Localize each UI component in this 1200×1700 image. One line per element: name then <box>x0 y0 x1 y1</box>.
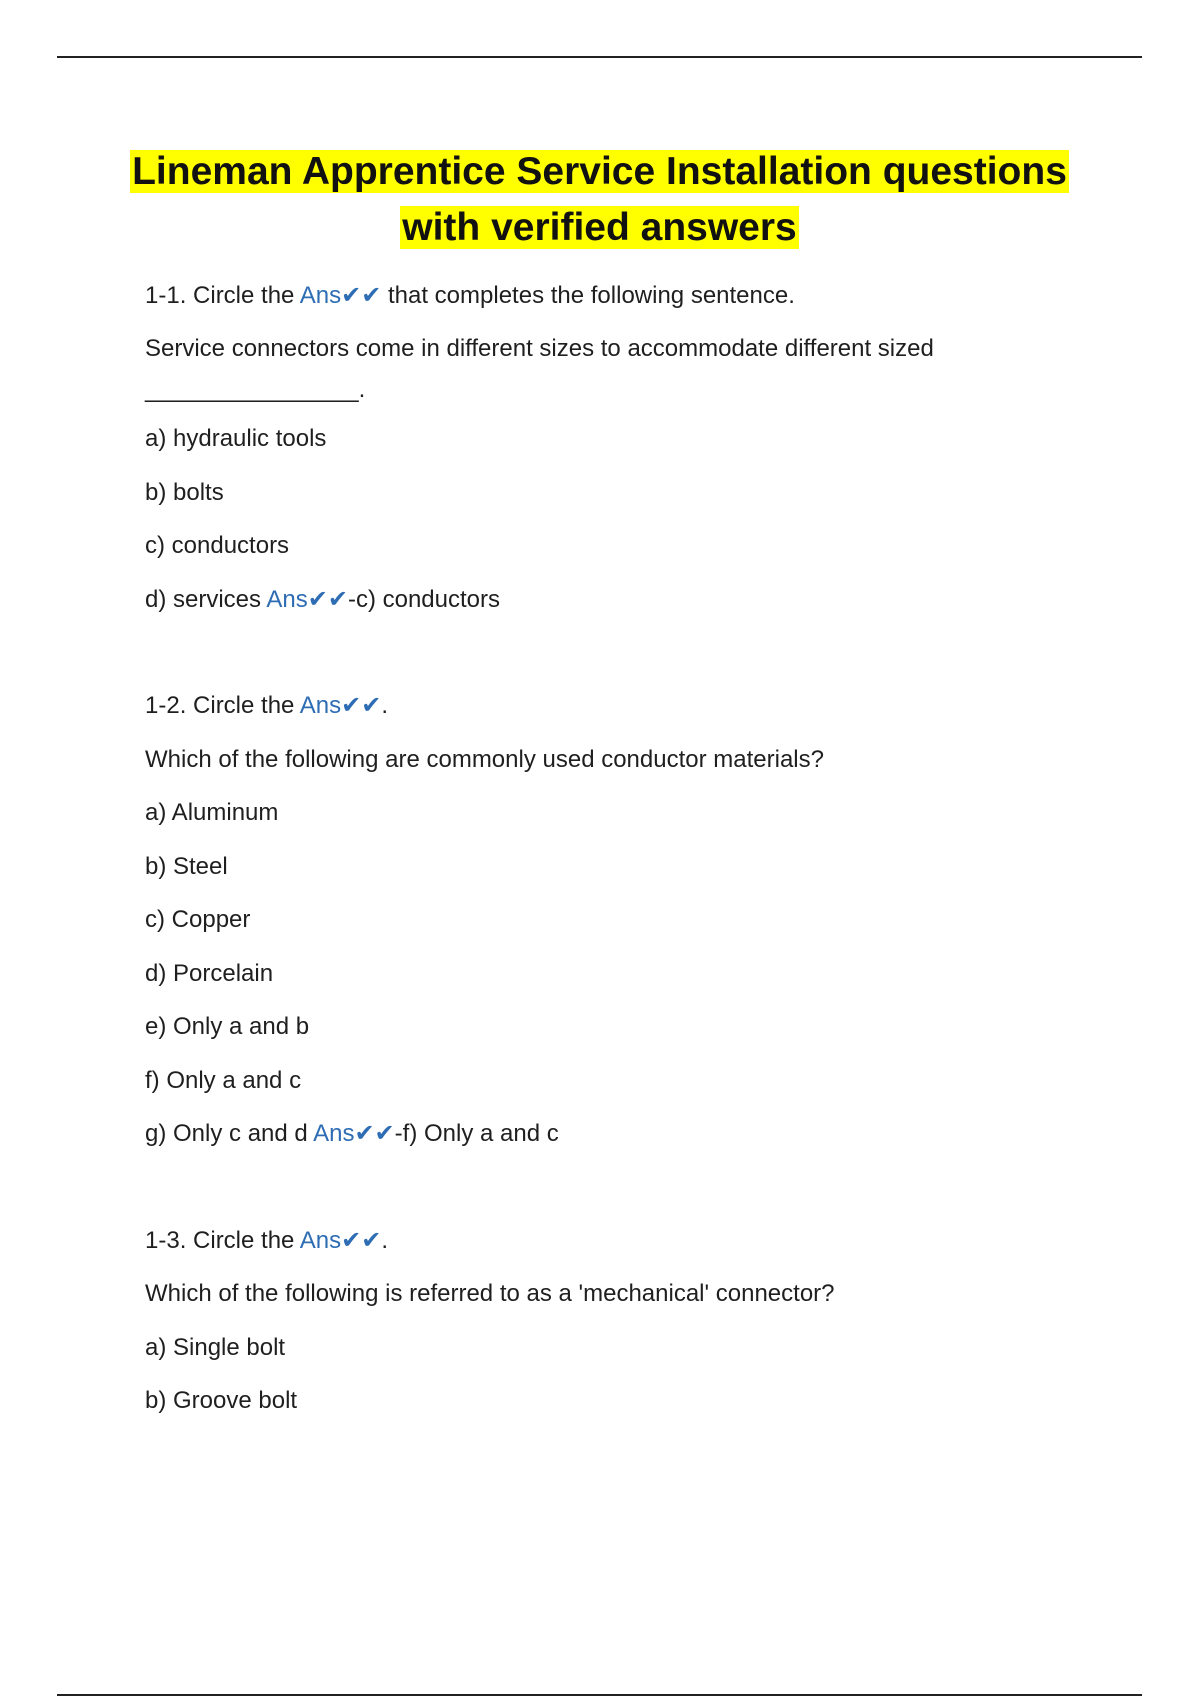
question-1-answer: -c) conductors <box>347 586 501 613</box>
question-2-answer: -f) Only a and c <box>394 1120 559 1147</box>
header-rule <box>57 56 1142 58</box>
title-line-1: Lineman Apprentice Service Installation questions <box>132 150 1067 193</box>
question-2-prompt: 1-2. Circle the Ans✔✔. <box>145 692 388 719</box>
question-2-option-g: g) Only c and d Ans✔✔-f) Only a and c <box>145 1120 559 1147</box>
document-title <box>57 144 1142 256</box>
question-2-option-f: f) Only a and c <box>145 1067 302 1094</box>
question-2-option-d: d) Porcelain <box>145 960 274 987</box>
answer-marker: Ans✔✔ <box>299 692 382 719</box>
question-1-option-c: c) conductors <box>145 532 290 559</box>
question-1-blank: ________________. <box>145 376 366 403</box>
footer-rule <box>57 1694 1142 1696</box>
question-2-option-b: b) Steel <box>145 853 228 880</box>
question-2-text: Which of the following are commonly used conductor materials? <box>145 746 824 773</box>
answer-marker: Ans✔✔ <box>299 1227 382 1254</box>
question-1-prompt: 1-1. Circle the Ans✔✔ that completes the following sentence. <box>145 282 795 309</box>
question-1-option-a: a) hydraulic tools <box>145 425 327 452</box>
answer-marker: Ans✔✔ <box>299 282 382 309</box>
question-3-text: Which of the following is referred to as a 'mechanical' connector? <box>145 1280 835 1307</box>
answer-marker: Ans✔✔ <box>266 586 348 613</box>
question-3-prompt: 1-3. Circle the Ans✔✔. <box>145 1227 388 1254</box>
question-1-statement: Service connectors come in different sizes to accommodate different sized <box>145 335 934 362</box>
question-1-option-b: b) bolts <box>145 479 224 506</box>
question-2-option-c: c) Copper <box>145 906 251 933</box>
title-line-2: with verified answers <box>402 206 797 249</box>
answer-marker: Ans✔✔ <box>313 1120 395 1147</box>
question-3-option-b: b) Groove bolt <box>145 1387 298 1414</box>
question-1-option-d: d) services Ans✔✔-c) conductors <box>145 586 501 613</box>
question-3-option-a: a) Single bolt <box>145 1334 286 1361</box>
question-2-option-e: e) Only a and b <box>145 1013 310 1040</box>
question-2-option-a: a) Aluminum <box>145 799 279 826</box>
